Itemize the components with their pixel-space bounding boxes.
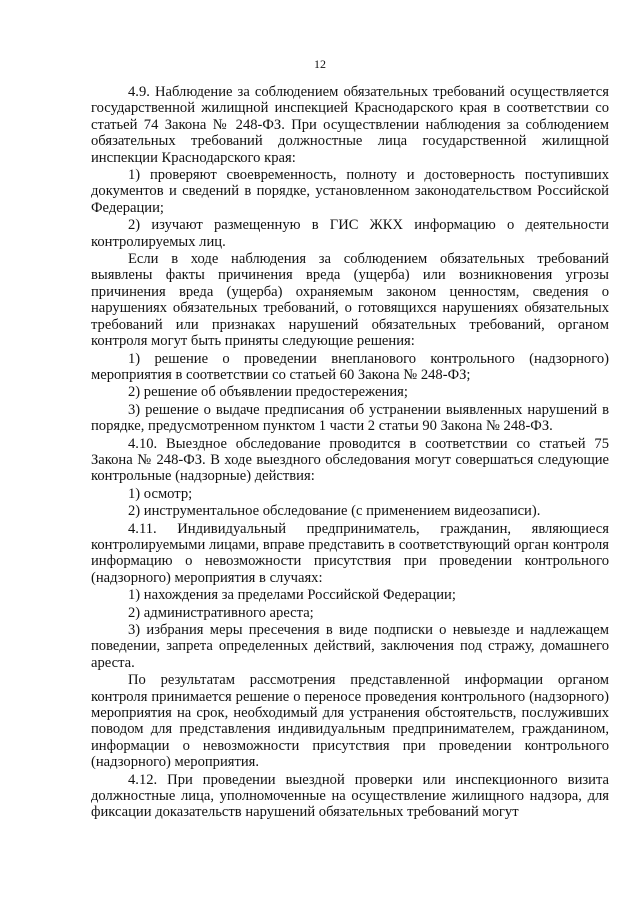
paragraph-4-10: 4.10. Выездное обследование проводится в соответствии со статьей 75 Закона № 248-ФЗ. В ходе выездного обследования могут совершаться следующие контрольные (надзорные) действия: bbox=[91, 435, 609, 485]
paragraph: По результатам рассмотрения представленной информации органом контроля принимается решение о переносе проведения контрольного (надзорного) мероприятия на срок, необходимый для устранения обстоятельств, послуживших поводом для представления индивидуальным предпринимателем, гражданином, информации о невозможности присутствия при проведении контрольного (надзорного) мероприятия. bbox=[91, 672, 609, 771]
list-item: 1) осмотр; bbox=[128, 485, 193, 502]
list-item: 3) решение о выдаче предписания об устранении выявленных нарушений в порядке, предусмотренном пунктом 1 части 2 статьи 90 Закона № 248-ФЗ. bbox=[91, 401, 609, 435]
page-number: 12 bbox=[314, 57, 326, 71]
list-item: 2) инструментальное обследование (с применением видеозаписи). bbox=[128, 503, 541, 520]
list-item: 1) проверяют своевременность, полноту и достоверность поступивших документов и сведений в порядке, установленном законодательством Российской Федерации; bbox=[91, 167, 609, 216]
list-item: 1) решение о проведении внепланового контрольного (надзорного) мероприятия в соответствии со статьей 60 Закона № 248-ФЗ; bbox=[91, 350, 609, 383]
list-item: 2) изучают размещенную в ГИС ЖКХ информацию о деятельности контролируемых лиц. bbox=[91, 217, 609, 250]
list-item: 3) избрания меры пресечения в виде подписки о невыезде и надлежащем поведении, запрета определенных действий, заключения под стражу, домашнего ареста. bbox=[91, 622, 609, 671]
list-item: 2) решение об объявлении предостережения; bbox=[128, 384, 408, 401]
paragraph-4-11: 4.11. Индивидуальный предприниматель, гражданин, являющиеся контролируемыми лицами, вправе представить в соответствующий орган контроля информацию о невозможности присутствия при проведении контрольного (надзорного) мероприятия в случаях: bbox=[91, 520, 609, 586]
paragraph-4-12: 4.12. При проведении выездной проверки или инспекционного визита должностные лица, уполномоченные на осуществление жилищного надзора, для фиксации доказательств нарушений обязательных требований могут bbox=[91, 771, 609, 821]
paragraph-4-9: 4.9. Наблюдение за соблюдением обязательных требований осуществляется государственной жилищной инспекцией Краснодарского края в соответствии со статьей 74 Закона № 248-ФЗ. При осуществлении наблюдения за соблюдением обязательных требований должностные лица государственной жилищной инспекции Краснодарского края: bbox=[91, 84, 609, 166]
paragraph: Если в ходе наблюдения за соблюдением обязательных требований выявлены факты причинения вреда (ущерба) или возникновения угрозы причинения вреда (ущерба) охраняемым законом ценностям, сведения о нарушениях обязательных требований, о готовящихся нарушениях обязательных требований или признаках нарушений обязательных требований, органом контроля могут быть приняты следующие решения: bbox=[91, 251, 609, 350]
list-item: 2) административного ареста; bbox=[128, 604, 314, 621]
list-item: 1) нахождения за пределами Российской Федерации; bbox=[128, 587, 456, 604]
document-body bbox=[91, 84, 609, 821]
